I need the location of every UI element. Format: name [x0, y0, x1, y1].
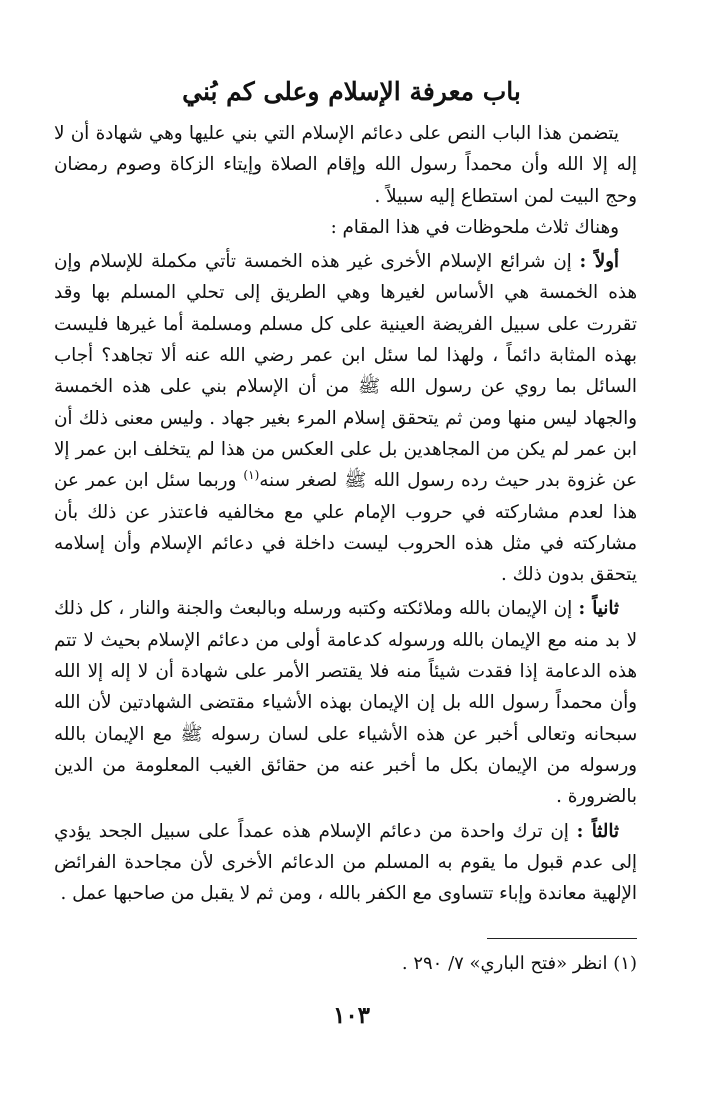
second-note-text: إن الإيمان بالله وملائكته وكتبه ورسله وبالبعث والجنة والنار ، كل ذلك لا بد منه مع الإيمان بالله ورسوله كدعامة أولى من دعائم الإسلام بحيث لا تتم هذه الدعامة إذا فقدت شيئاً منه فلا يقتصر الأمر على شهادة أن لا إله إلا الله وأن محمداً رسول الله بل إن الإيمان بهذه الأشياء مقتضى الشهادتين لأن الله سبحانه وتعالى أخبر عن هذه الأشياء على لسان رسوله ﷺ مع الإيمان بالله ورسوله من الإيمان بكل ما أخبر عنه من حقائق الغيب المعلومة من الدين بالضرورة .: [54, 598, 637, 808]
page-body: [54, 118, 637, 909]
notes-intro-paragraph: وهناك ثلاث ملحوظات في هذا المقام :: [330, 216, 619, 238]
page-number: ١٠٣: [332, 1002, 371, 1029]
first-note-text-part1: إن شرائع الإسلام الأخرى غير هذه الخمسة تأتي مكملة للإسلام وإن هذه الخمسة هي الأساس لغيرها وهي الطريق إلى تحلي المسلم بها وقد تقررت على سبيل الفريضة العينية على كل مسلم ومسلمة أما غيرها فليست بهذه المثابة دائماً ، ولهذا لما سئل ابن عمر رضي الله عنه ألا تجاهد؟ أجاب السائل بما روي عن رسول الله ﷺ من أن الإسلام بني على هذه الخمسة والجهاد ليس منها ومن ثم يتحقق إسلام المرء بغير جهاد . وليس معنى ذلك أن ابن عمر لم يكن من المجاهدين بل على العكس من هذا لم يتخلف ابن عمر إلا عن غزوة بدر حيث رده رسول الله ﷺ لصغر سنه: [54, 251, 637, 492]
chapter-title: باب معرفة الإسلام وعلى كم بُني: [182, 77, 521, 106]
intro-paragraph: يتضمن هذا الباب النص على دعائم الإسلام التي بني عليها وهي شهادة أن لا إله إلا الله وأن محمداً رسول الله وإقام الصلاة وإيتاء الزكاة وصوم رمضان وحج البيت لمن استطاع إليه سبيلاً .: [54, 123, 637, 207]
first-note-lead: أولاً :: [579, 251, 619, 273]
second-note-lead: ثانياً :: [578, 598, 619, 620]
first-note-text-part2: وربما سئل ابن عمر عن هذا لعدم مشاركته في حروب الإمام علي مع مخالفيه فاعتذر عن ذلك بأن مشاركته في مثل هذه الحروب ليست داخلة في دعائم الإسلام وأن إسلامه يتحقق بدون ذلك .: [54, 470, 637, 586]
first-note-paragraph: [54, 246, 637, 590]
third-note-paragraph: [54, 816, 637, 910]
footnote-divider: [487, 938, 637, 939]
footnote-reference: (١): [243, 468, 260, 483]
third-note-text: إن ترك واحدة من دعائم الإسلام هذه عمداً على سبيل الجحد يؤدي إلى عدم قبول ما يقوم به المسلم من الدعائم الأخرى لأن مجاحدة الفرائض الإلهية معاندة وإباء تتساوى مع الكفر بالله ، ومن ثم لا يقبل من صاحبها عمل .: [54, 820, 637, 905]
second-note-paragraph: [54, 593, 637, 812]
footnote: (١) انظر «فتح الباري» ٧/ ٢٩٠ .: [401, 953, 637, 974]
third-note-lead: ثالثاً :: [576, 820, 619, 842]
